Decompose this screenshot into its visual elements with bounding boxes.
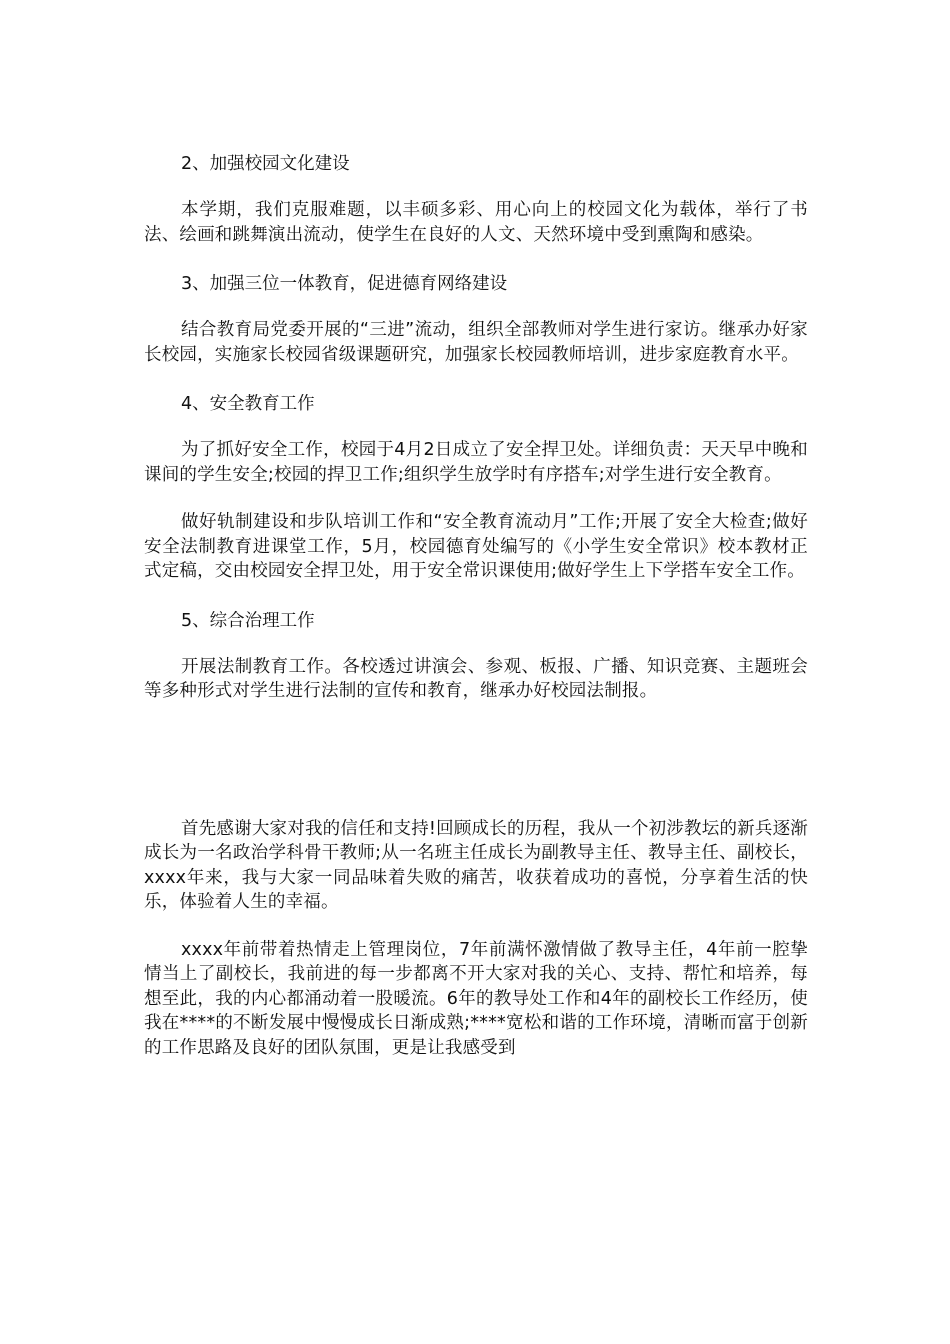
paragraph: 首先感谢大家对我的信任和支持!回顾成长的历程，我从一个初涉教坛的新兵逐渐成长为一名政治学科骨干教师;从一名班主任成长为副教导主任、教导主任、副校长，xxxx年来，我与大家一同品味着失败的痛苦，收获着成功的喜悦，分享着生活的快乐，体验着人生的幸福。 bbox=[144, 818, 808, 912]
section-heading: 4、安全教育工作 bbox=[181, 394, 315, 414]
section-heading: 5、综合治理工作 bbox=[181, 610, 315, 631]
paragraph: 开展法制教育工作。各校透过讲演会、参观、板报、广播、知识竞赛、主题班会等多种形式对学生进行法制的宣传和教育，继承办好校园法制报。 bbox=[144, 656, 808, 701]
paragraph: 做好轨制建设和步队培训工作和“安全教育流动月”工作;开展了安全大检查;做好安全法制教育进课堂工作，5月，校园德育处编写的《小学生安全常识》校本教材正式定稿，交由校园安全捍卫处，用于安全常识课使用;做好学生上下学搭车安全工作。 bbox=[144, 512, 808, 581]
paragraph: 本学期，我们克服难题，以丰硕多彩、用心向上的校园文化为载体，举行了书法、绘画和跳舞演出流动，使学生在良好的人文、天然环境中受到熏陶和感染。 bbox=[144, 200, 808, 245]
paragraph: 结合教育局党委开展的“三进”流动，组织全部教师对学生进行家访。继承办好家长校园，实施家长校园省级课题研究，加强家长校园教师培训，进步家庭教育水平。 bbox=[144, 320, 808, 365]
section-heading: 3、加强三位一体教育，促进德育网络建设 bbox=[181, 274, 508, 294]
paragraph: xxxx年前带着热情走上管理岗位，7年前满怀激情做了教导主任，4年前一腔挚情当上了副校长，我前进的每一步都离不开大家对我的关心、支持、帮忙和培养，每想至此，我的内心都涌动着一股暖流。6年的教导处工作和4年的副校长工作经历，使我在****的不断发展中慢慢成长日渐成熟;****宽松和谐的工作环境，清晰而富于创新的工作思路及良好的团队氛围，更是让我感受到 bbox=[144, 939, 808, 1058]
section-heading: 2、加强校园文化建设 bbox=[181, 154, 350, 174]
document-page bbox=[144, 150, 808, 1060]
paragraph: 为了抓好安全工作，校园于4月2日成立了安全捍卫处。详细负责：天天早中晚和课间的学生安全;校园的捍卫工作;组织学生放学时有序搭车;对学生进行安全教育。 bbox=[144, 440, 808, 485]
